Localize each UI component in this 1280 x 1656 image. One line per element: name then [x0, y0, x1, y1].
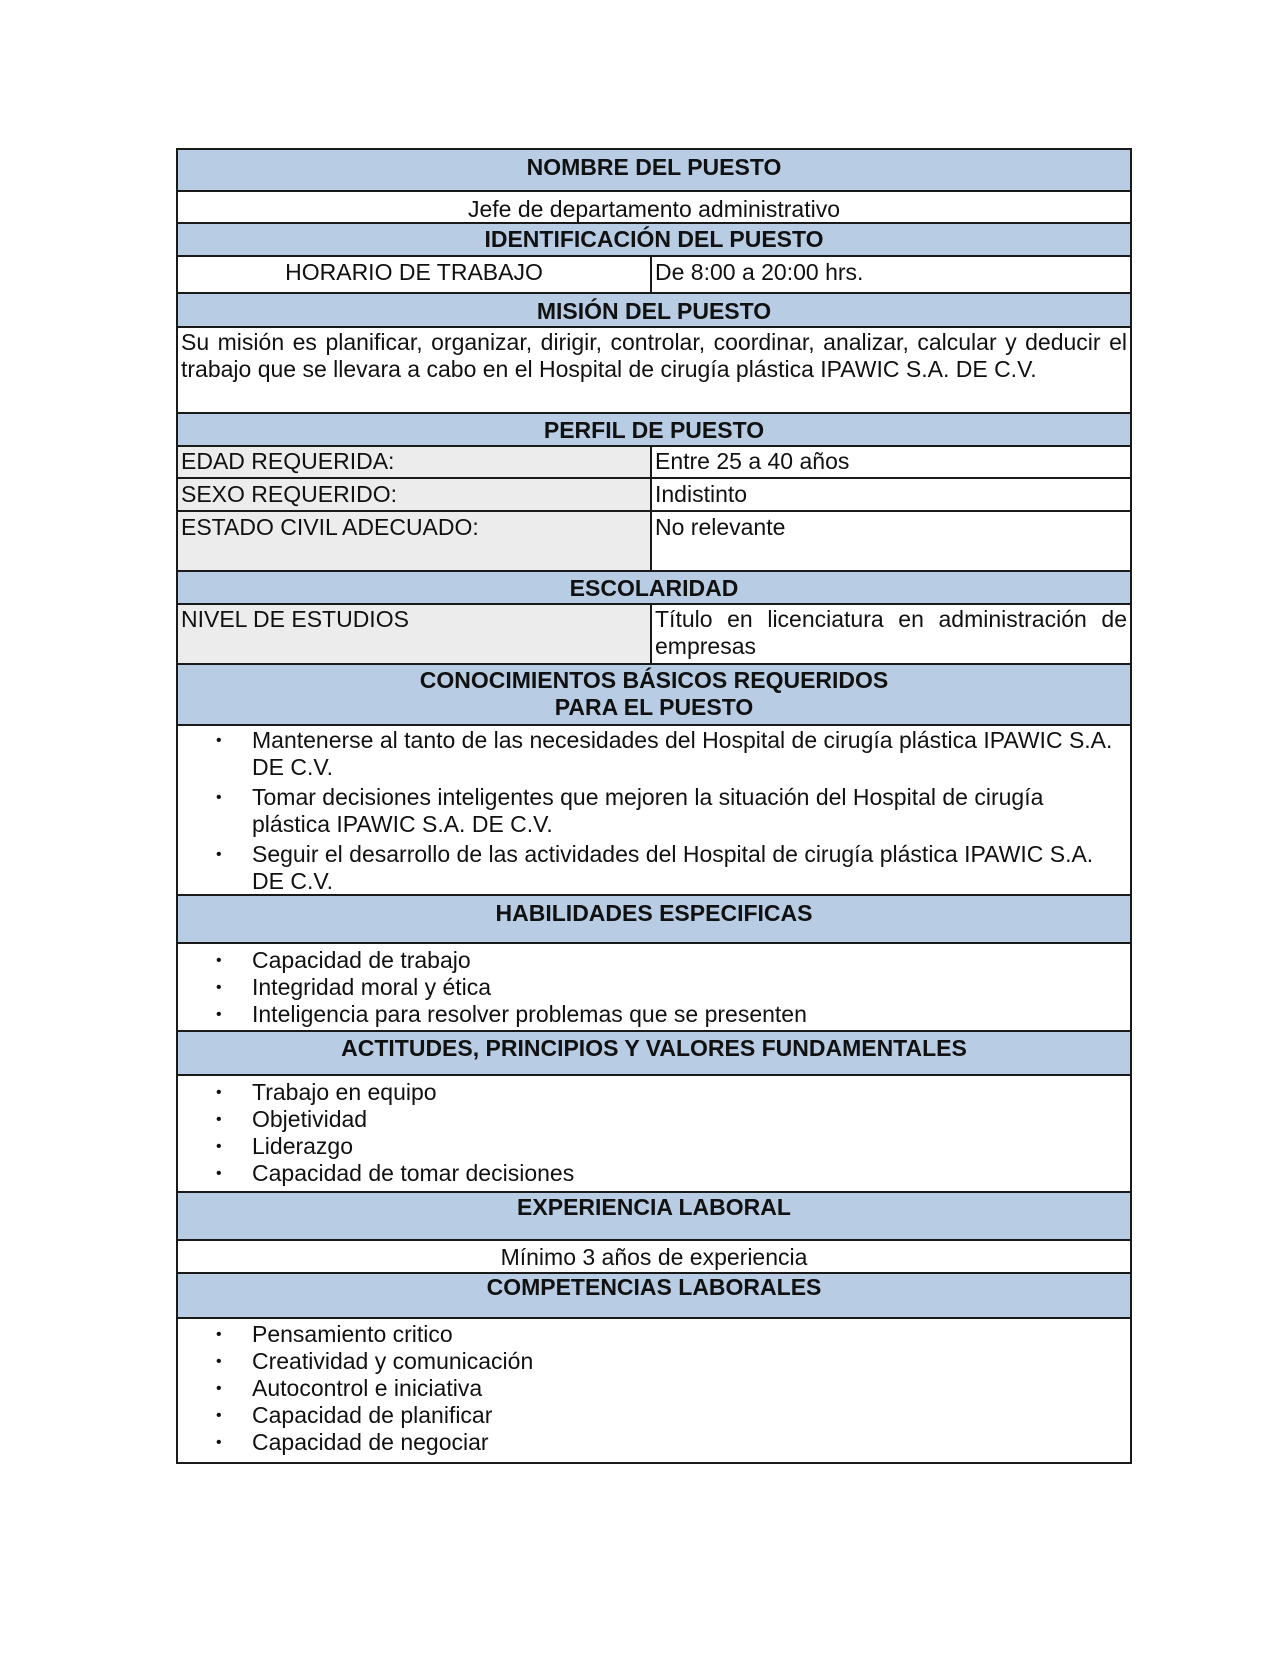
- section-title: HABILIDADES ESPECIFICAS: [495, 900, 813, 926]
- row-edad: [178, 447, 1130, 479]
- horario-value: De 8:00 a 20:00 hrs.: [655, 259, 864, 285]
- row-sexo: [178, 479, 1130, 512]
- nivel-estudios-label: NIVEL DE ESTUDIOS: [178, 605, 652, 663]
- section-header-actitudes: [178, 1032, 1130, 1076]
- job-profile-table: [176, 148, 1132, 1464]
- row-habilidades-list: [178, 944, 1130, 1032]
- section-title: [178, 665, 1130, 724]
- nivel-estudios-value: Título en licenciatura en administración de empresas: [655, 606, 1127, 659]
- row-mision-text: [178, 328, 1130, 414]
- section-header-perfil: [178, 414, 1130, 447]
- list-item: • Capacidad de planificar: [178, 1402, 1130, 1429]
- list-item: • Capacidad de trabajo: [178, 947, 1130, 974]
- actitudes-list: [178, 1076, 1130, 1191]
- estado-civil-label: ESTADO CIVIL ADECUADO:: [178, 512, 652, 570]
- list-item: • Integridad moral y ética: [178, 974, 1130, 1001]
- row-estado-civil: [178, 512, 1130, 572]
- section-title: COMPETENCIAS LABORALES: [486, 1274, 822, 1300]
- sexo-label: SEXO REQUERIDO:: [178, 479, 652, 510]
- section-header-identificacion: [178, 224, 1130, 257]
- edad-value: Entre 25 a 40 años: [655, 448, 850, 474]
- list-item: • Objetividad: [178, 1106, 1130, 1133]
- row-conocimientos-list: [178, 726, 1130, 896]
- list-item: • Mantenerse al tanto de las necesidades del Hospital de cirugía plástica IPAWIC S.A. DE C.V.: [178, 727, 1130, 781]
- section-title: EXPERIENCIA LABORAL: [517, 1194, 791, 1220]
- row-nombre-puesto-value: [178, 192, 1130, 224]
- row-horario: [178, 257, 1130, 294]
- section-header-mision: [178, 294, 1130, 328]
- section-title: ESCOLARIDAD: [569, 575, 739, 601]
- section-header-escolaridad: [178, 572, 1130, 605]
- section-title-line-2: PARA EL PUESTO: [554, 694, 754, 720]
- section-title: ACTITUDES, PRINCIPIOS Y VALORES FUNDAMENTALES: [341, 1035, 967, 1061]
- list-item: • Trabajo en equipo: [178, 1079, 1130, 1106]
- section-title: NOMBRE DEL PUESTO: [526, 154, 782, 180]
- experiencia-value: Mínimo 3 años de experiencia: [500, 1244, 808, 1270]
- job-title-value: Jefe de departamento administrativo: [467, 196, 841, 222]
- list-item: • Creatividad y comunicación: [178, 1348, 1130, 1375]
- habilidades-list: [178, 944, 1130, 1030]
- list-item: • Liderazgo: [178, 1133, 1130, 1160]
- edad-label: EDAD REQUERIDA:: [178, 447, 652, 477]
- section-title: PERFIL DE PUESTO: [543, 417, 765, 443]
- row-nivel-estudios: [178, 605, 1130, 665]
- list-item: • Pensamiento critico: [178, 1321, 1130, 1348]
- list-item: • Inteligencia para resolver problemas que se presenten: [178, 1001, 1130, 1028]
- section-title: MISIÓN DEL PUESTO: [536, 298, 772, 324]
- section-title: IDENTIFICACIÓN DEL PUESTO: [484, 226, 824, 252]
- section-title-line-1: CONOCIMIENTOS BÁSICOS REQUERIDOS: [419, 667, 889, 693]
- section-header-conocimientos: [178, 665, 1130, 726]
- list-item: • Capacidad de tomar decisiones: [178, 1160, 1130, 1187]
- row-actitudes-list: [178, 1076, 1130, 1193]
- section-header-competencias: [178, 1274, 1130, 1319]
- section-header-nombre-puesto: [178, 150, 1130, 192]
- list-item: • Tomar decisiones inteligentes que mejoren la situación del Hospital de cirugía plástica IPAWIC S.A. DE C.V.: [178, 784, 1130, 838]
- competencias-list: [178, 1319, 1130, 1462]
- list-item: • Seguir el desarrollo de las actividades del Hospital de cirugía plástica IPAWIC S.A. DE C.V.: [178, 841, 1130, 895]
- list-item: • Capacidad de negociar: [178, 1429, 1130, 1456]
- estado-civil-value: No relevante: [655, 514, 786, 540]
- row-experiencia-value: [178, 1241, 1130, 1274]
- sexo-value: Indistinto: [655, 481, 748, 507]
- row-competencias-list: [178, 1319, 1130, 1462]
- list-item: • Autocontrol e iniciativa: [178, 1375, 1130, 1402]
- section-header-habilidades: [178, 896, 1130, 944]
- conocimientos-list: [178, 726, 1130, 894]
- mision-text: Su misión es planificar, organizar, dirigir, controlar, coordinar, analizar, calcular y deducir el trabajo que se llevara a cabo en el Hospital de cirugía plástica IPAWIC S.A. DE C.V.: [181, 329, 1127, 382]
- horario-label: HORARIO DE TRABAJO: [178, 257, 652, 292]
- section-header-experiencia: [178, 1193, 1130, 1241]
